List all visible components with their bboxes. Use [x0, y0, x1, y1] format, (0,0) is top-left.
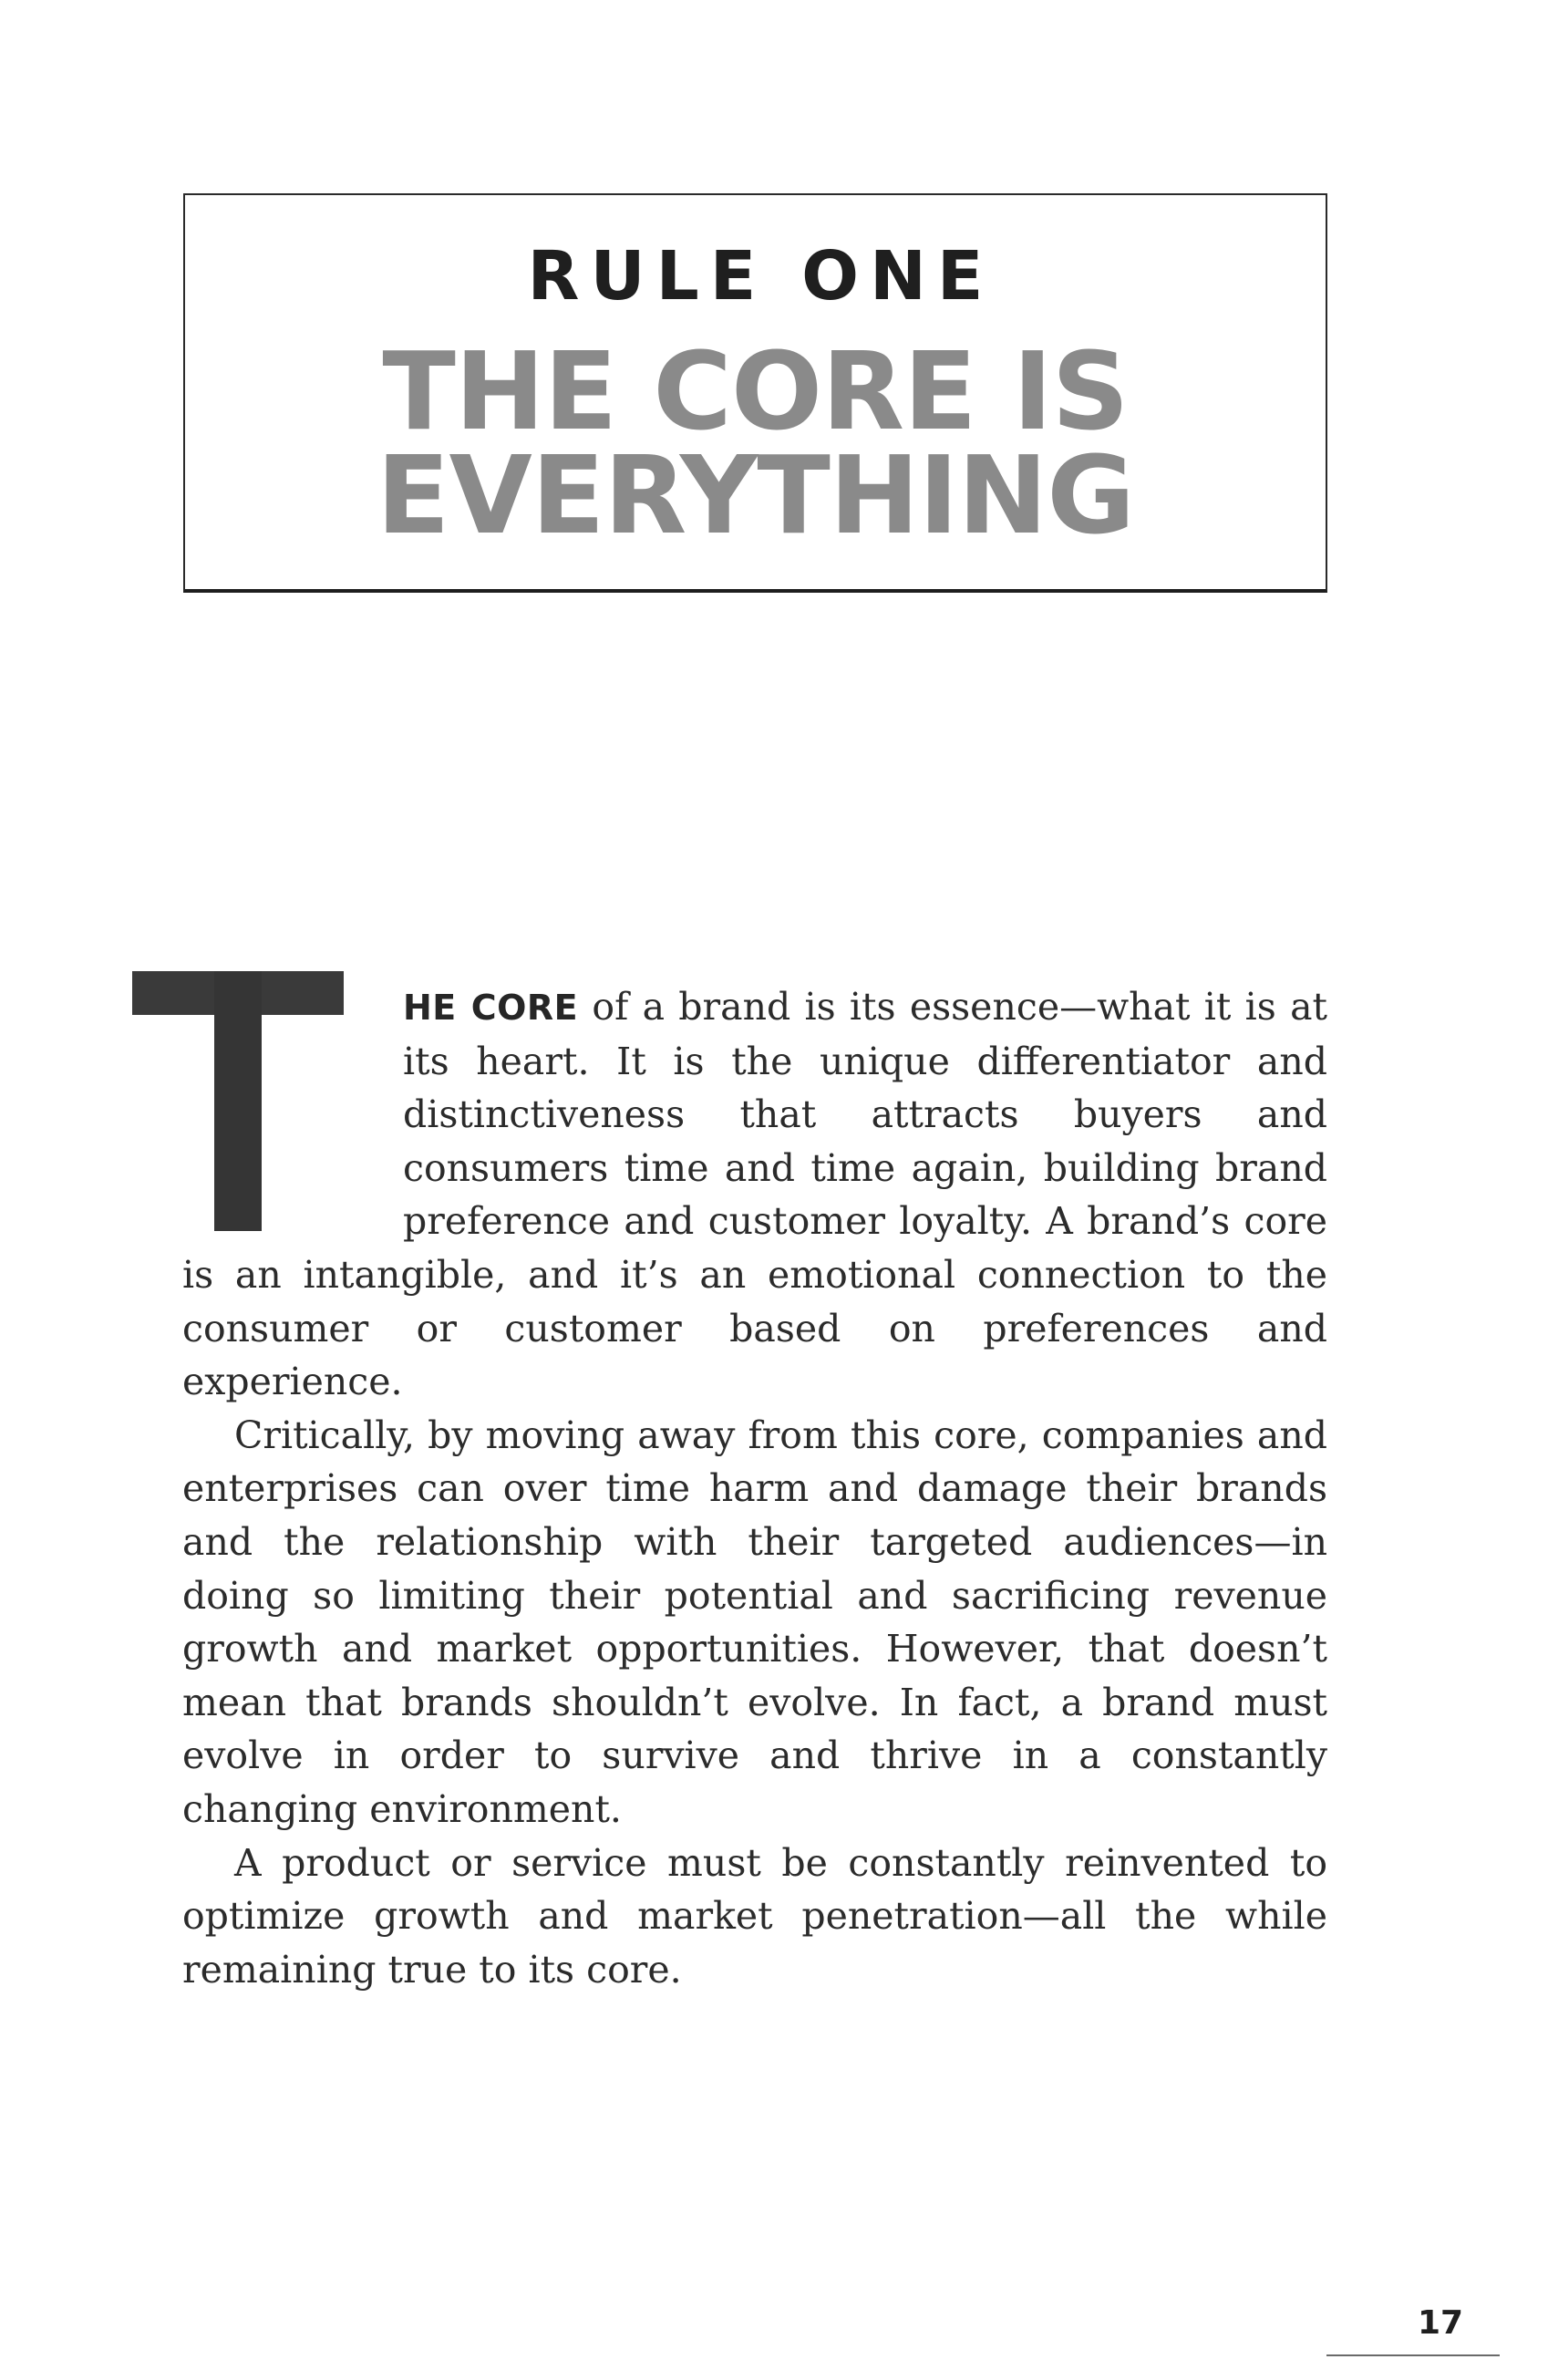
drop-cap — [182, 971, 403, 1231]
chapter-title-line-1: THE CORE IS — [382, 328, 1129, 454]
lead-in: HE CORE — [403, 988, 579, 1028]
page-number: 17 — [1418, 2304, 1464, 2342]
paragraph-1 — [182, 980, 1327, 1409]
rule-label: RULE ONE — [527, 237, 995, 316]
chapter-title-line-2: EVERYTHING — [376, 432, 1135, 558]
paragraph-3: A product or service must be constantly reinvented to optimize growth and market penetration—all the while remaining true to its core. — [182, 1840, 1327, 1992]
footer-rule — [1326, 2354, 1500, 2356]
body-text — [182, 980, 1327, 1996]
drop-cap-stem — [214, 971, 262, 1231]
chapter-title — [185, 328, 1326, 558]
paragraph-2: Critically, by moving away from this core, companies and enterprises can over time harm and damage their brands and the relationship with their targeted audiences—in doing so limiting their potential and sacrificing revenue growth and market opportunities. However, that doesn’t mean that brands shouldn’t evolve. In fact, a brand must evolve in order to survive and thrive in a constantly changing environment. — [182, 1412, 1327, 1831]
chapter-title-box — [183, 193, 1327, 593]
paragraph-1-text: of a brand is its essence—what it is at its heart. It is the unique differentiator and distinctiveness that attracts buyers and consumers time and time again, building brand preference and customer loyalty. A brand’s core is an intangible, and it’s an emotional connection to the consumer or customer based on preferences and experience. — [182, 985, 1327, 1404]
